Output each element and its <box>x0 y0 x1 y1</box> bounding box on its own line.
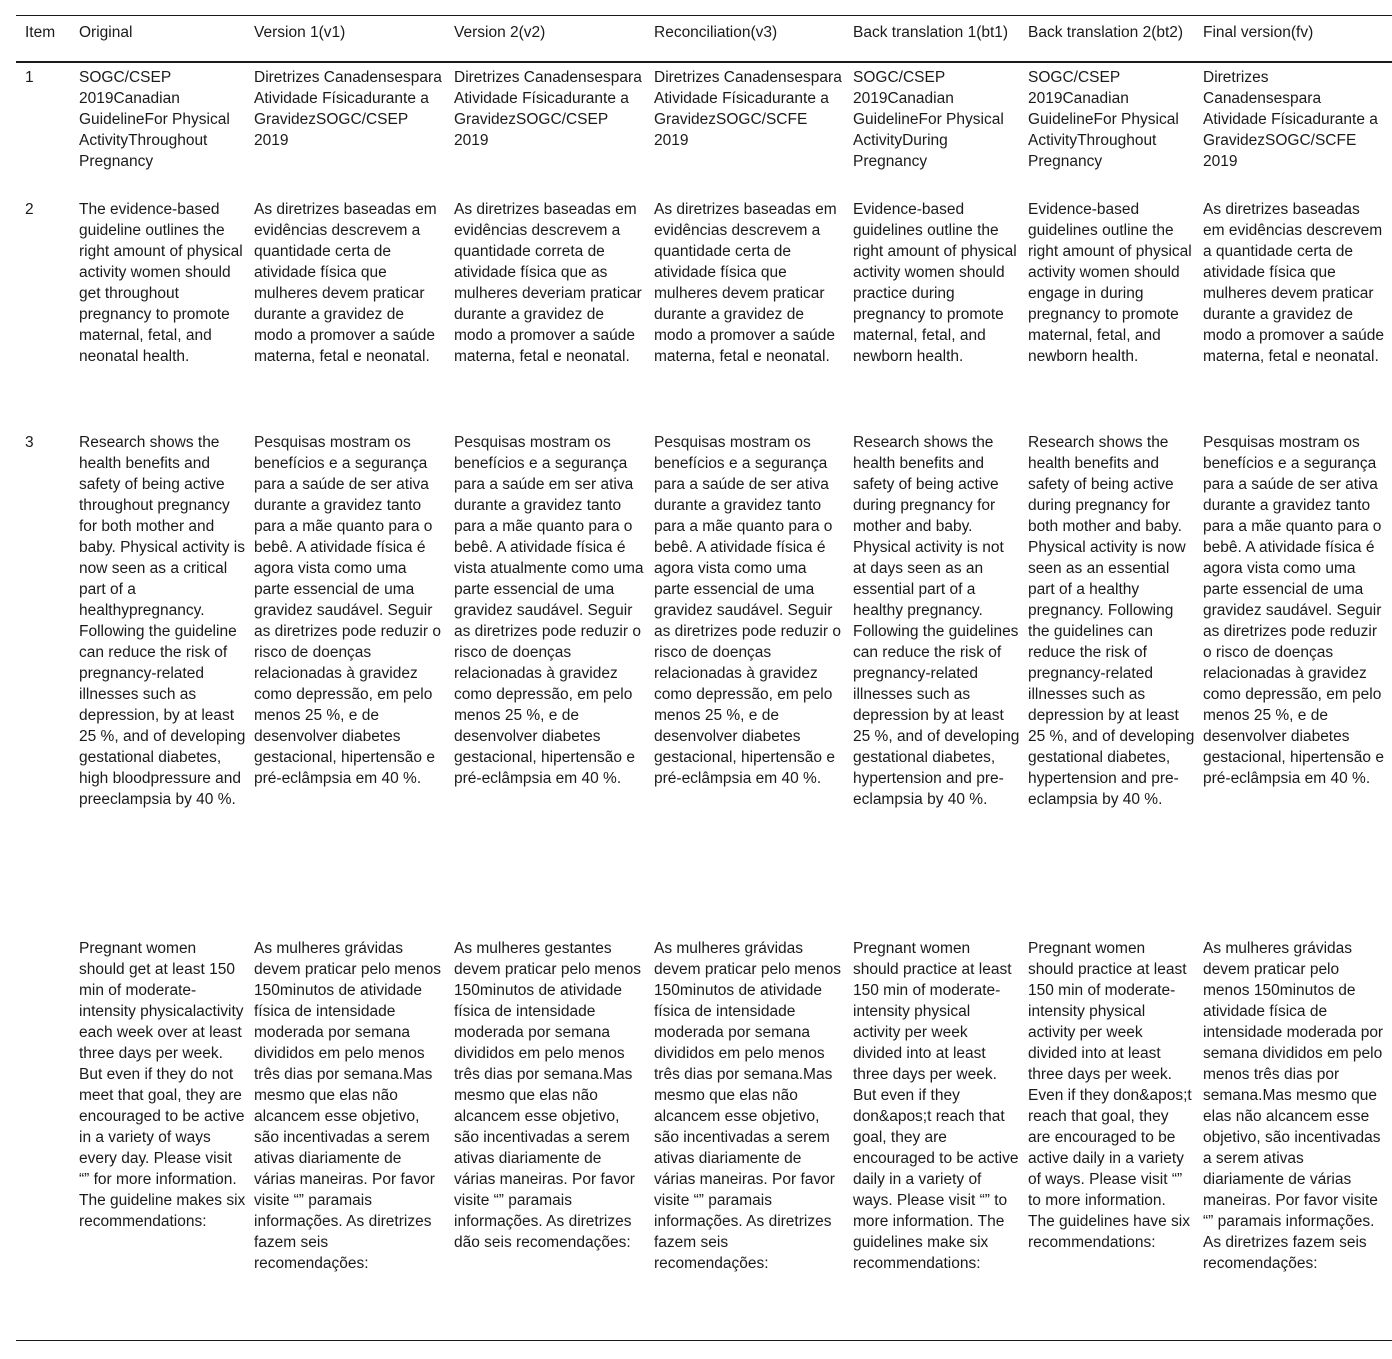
cell-final-version: Diretrizes Canadensespara Atividade Físicadurante a GravidezSOGC/SCFE 2019 <box>1203 69 1378 170</box>
cell-back-translation-1: Research shows the health benefits and safety of being active during pregnancy for mother and baby. Physical activity is not at days seen as an essential part of a healthy pregnancy. Following the guidelines can reduce the risk of pregnancy-related illnesses such as depression by at least 25 %, and of developing gestational diabetes, hypertension and pre-eclampsia by 40 %. <box>853 434 1020 808</box>
cell-back-translation-1: SOGC/CSEP 2019Canadian GuidelineFor Physical ActivityDuring Pregnancy <box>853 69 1004 170</box>
cell-original: Research shows the health benefits and safety of being active throughout pregnancy for both mother and baby. Physical activity is now seen as a critical part of a healthypregnancy. Following the guideline can reduce the risk of pregnancy-related illnesses such as depression, by at least 25 %, and of developing gestational diabetes, high bloodpressure and preeclampsia by 40 %. <box>79 434 246 808</box>
cell-original: SOGC/CSEP 2019Canadian GuidelineFor Physical ActivityThroughout Pregnancy <box>79 69 230 170</box>
cell-original: The evidence-based guideline outlines the right amount of physical activity women should get throughout pregnancy to promote maternal, fetal, and neonatal health. <box>79 201 243 365</box>
table-row <box>16 199 1392 432</box>
cell-version-1: Pesquisas mostram os benefícios e a segurança para a saúde de ser ativa durante a gravidez tanto para a mãe quanto para o bebê. A atividade física é agora vista como uma parte essencial de uma gravidez saudável. Seguir as diretrizes pode reduzir o risco de doenças relacionadas à gravidez como depressão, em pelo menos 25 %, e de desenvolver diabetes gestacional, hipertensão e pré-eclâmpsia em 40 %. <box>254 434 441 787</box>
cell-version-1: Diretrizes Canadensespara Atividade Físicadurante a GravidezSOGC/CSEP 2019 <box>254 69 442 149</box>
item-number: 3 <box>25 434 34 451</box>
cell-reconciliation: Pesquisas mostram os benefícios e a segurança para a saúde de ser ativa durante a gravidez tanto para a mãe quanto para o bebê. A atividade física é agora vista como uma parte essencial de uma gravidez saudável. Seguir as diretrizes pode reduzir o risco de doenças relacionadas à gravidez como depressão, em pelo menos 25 %, e de desenvolver diabetes gestacional, hipertensão e pré-eclâmpsia em 40 %. <box>654 434 841 787</box>
header-reconciliation: Reconciliation(v3) <box>654 24 778 41</box>
table-header-row <box>16 16 1392 63</box>
cell-reconciliation: As diretrizes baseadas em evidências descrevem a quantidade certa de atividade física que mulheres devem praticar durante a gravidez de modo a promover a saúde materna, fetal e neonatal. <box>654 201 837 365</box>
cell-version-1: As mulheres grávidas devem praticar pelo menos 150minutos de atividade física de intensidade moderada por semana divididos em pelo menos três dias por semana.Mas mesmo que elas não alcancem esse objetivo, são incentivadas a serem ativas diariamente de várias maneiras. Por favor visite “” paramais informações. As diretrizes fazem seis recomendações: <box>254 940 441 1272</box>
cell-version-2: As mulheres gestantes devem praticar pelo menos 150minutos de atividade física de intensidade moderada por semana divididos em pelo menos três dias por semana.Mas mesmo que elas não alcancem esse objetivo, são incentivadas a serem ativas diariamente de várias maneiras. Por favor visite “” paramais informações. As diretrizes dão seis recomendações: <box>454 940 641 1251</box>
cell-back-translation-2: Research shows the health benefits and safety of being active during pregnancy for both mother and baby. Physical activity is now seen as an essential part of a healthy pregnancy. Following the guidelines can reduce the risk of pregnancy-related illnesses such as depression by at least 25 %, and of developing gestational diabetes, hypertension and pre-eclampsia by 40 %. <box>1028 434 1195 808</box>
cell-back-translation-1: Evidence-based guidelines outline the right amount of physical activity women should practice during pregnancy to promote maternal, fetal, and newborn health. <box>853 201 1017 365</box>
cell-back-translation-2: Evidence-based guidelines outline the right amount of physical activity women should engage in during pregnancy to promote maternal, fetal, and newborn health. <box>1028 201 1192 365</box>
cell-version-2: As diretrizes baseadas em evidências descrevem a quantidade correta de atividade física que as mulheres deveriam praticar durante a gravidez de modo a promover a saúde materna, fetal e neonatal. <box>454 201 642 365</box>
cell-back-translation-2: SOGC/CSEP 2019Canadian GuidelineFor Physical ActivityThroughout Pregnancy <box>1028 69 1179 170</box>
cell-reconciliation: Diretrizes Canadensespara Atividade Físicadurante a GravidezSOGC/SCFE 2019 <box>654 69 842 149</box>
cell-final-version: Pesquisas mostram os benefícios e a segurança para a saúde de ser ativa durante a gravidez tanto para a mãe quanto para o bebê. A atividade física é agora vista como uma parte essencial de uma gravidez saudável. Seguir as diretrizes pode reduzir o risco de doenças relacionadas à gravidez como depressão, em pelo menos 25 %, e de desenvolver diabetes gestacional, hipertensão e pré-eclâmpsia em 40 %. <box>1203 434 1384 787</box>
table-row <box>16 432 1392 938</box>
table-row <box>16 938 1392 1340</box>
item-number <box>16 938 79 1340</box>
header-back-translation-1: Back translation 1(bt1) <box>853 24 1009 41</box>
cell-back-translation-2: Pregnant women should practice at least 150 min of moderate-intensity physical activity per week divided into at least three days per week. Even if they don&apos;t reach that goal, they are encouraged to be active daily in a variety of ways. Please visit “” to more information. The guidelines have six recommendations: <box>1028 940 1192 1251</box>
header-back-translation-2: Back translation 2(bt2) <box>1028 24 1184 41</box>
cell-reconciliation: As mulheres grávidas devem praticar pelo menos 150minutos de atividade física de intensidade moderada por semana divididos em pelo menos três dias por semana.Mas mesmo que elas não alcancem esse objetivo, são incentivadas a serem ativas diariamente de várias maneiras. Por favor visite “” paramais informações. As diretrizes fazem seis recomendações: <box>654 940 841 1272</box>
table-row <box>16 63 1392 199</box>
cell-version-1: As diretrizes baseadas em evidências descrevem a quantidade certa de atividade física que mulheres devem praticar durante a gravidez de modo a promover a saúde materna, fetal e neonatal. <box>254 201 437 365</box>
cell-back-translation-1: Pregnant women should practice at least 150 min of moderate-intensity physical activity per week divided into at least three days per week. But even if they don&apos;t reach that goal, they are encouraged to be active daily in a variety of ways. Please visit “” to more information. The guidelines make six recommendations: <box>853 940 1019 1272</box>
header-version-1: Version 1(v1) <box>254 24 346 41</box>
header-original: Original <box>79 24 133 41</box>
cell-original: Pregnant women should get at least 150 min of moderate-intensity physicalactivity each week over at least three days per week. But even if they do not meet that goal, they are encouraged to be active in a variety of ways every day. Please visit “” for more information. The guideline makes six recommendations: <box>79 940 246 1230</box>
cell-final-version: As mulheres grávidas devem praticar pelo menos 150minutos de atividade física de intensidade moderada por semana divididos em pelo menos três dias por semana.Mas mesmo que elas não alcancem esse objetivo, são incentivadas a serem ativas diariamente de várias maneiras. Por favor visite “” paramais informações. As diretrizes fazem seis recomendações: <box>1203 940 1384 1272</box>
item-number: 1 <box>25 69 34 86</box>
header-version-2: Version 2(v2) <box>454 24 546 41</box>
cell-version-2: Pesquisas mostram os benefícios e a segurança para a saúde em ser ativa durante a gravidez tanto para a mãe quanto para o bebê. A atividade física é vista atualmente como uma parte essencial de uma gravidez saudável. Seguir as diretrizes pode reduzir o risco de doenças relacionadas à gravidez como depressão, em pelo menos 25 %, e de desenvolver diabetes gestacional, hipertensão e pré-eclâmpsia em 40 %. <box>454 434 644 787</box>
header-final-version: Final version(fv) <box>1203 24 1314 41</box>
cell-version-2: Diretrizes Canadensespara Atividade Físicadurante a GravidezSOGC/CSEP 2019 <box>454 69 642 149</box>
item-number: 2 <box>25 201 34 218</box>
translation-table <box>16 15 1392 1341</box>
header-item: Item <box>25 24 56 41</box>
cell-final-version: As diretrizes baseadas em evidências descrevem a quantidade certa de atividade física que mulheres devem praticar durante a gravidez de modo a promover a saúde materna, fetal e neonatal. <box>1203 201 1384 365</box>
